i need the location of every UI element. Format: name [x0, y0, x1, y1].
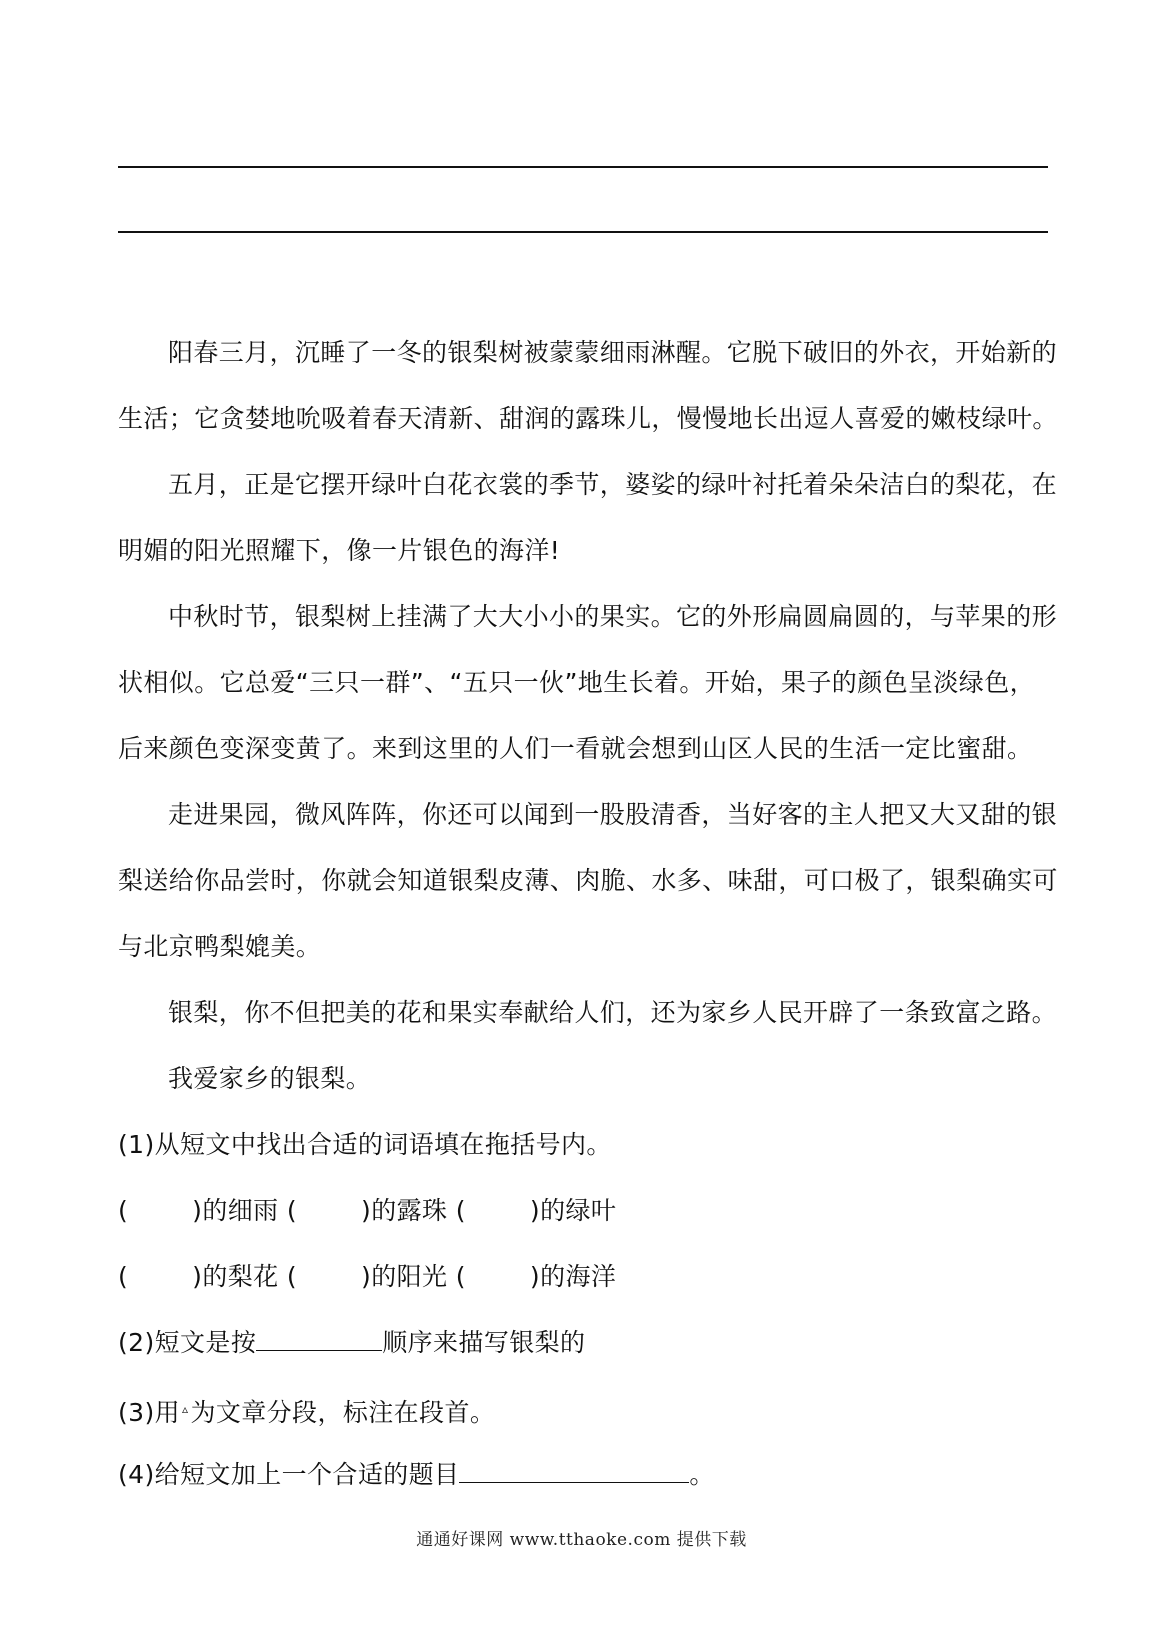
- fill-blank-paren[interactable]: ( ): [118, 1196, 203, 1225]
- worksheet-content: [118, 320, 1058, 1508]
- passage-line: 状相似。它总爱“三只一群”、“五只一伙”地生长着。开始，果子的颜色呈淡绿色，: [118, 668, 1036, 697]
- question-3: [118, 1376, 1048, 1442]
- blank-suffix: 的露珠: [371, 1196, 448, 1225]
- passage-line: 银梨，你不但把美的花和果实奉献给人们，还为家乡人民开辟了一条致富之路。: [168, 998, 1058, 1027]
- question-2-suffix: 顺序来描写银梨的: [382, 1328, 586, 1357]
- passage-line: 生活；它贪婪地吮吸着春天清新、甜润的露珠儿，慢慢地长出逗人喜爱的嫩枝绿叶。: [118, 404, 1058, 433]
- fill-blank-paren[interactable]: ( ): [455, 1262, 541, 1291]
- question-1-row-2: [118, 1244, 1048, 1310]
- passage-line: 后来颜色变深变黄了。来到这里的人们一看就会想到山区人民的生活一定比蜜甜。: [118, 734, 1033, 763]
- passage-line: 梨送给你品尝时，你就会知道银梨皮薄、肉脆、水多、味甜，可口极了，银梨确实可: [118, 866, 1058, 895]
- fill-blank-paren[interactable]: ( ): [286, 1196, 372, 1225]
- passage-line: 五月，正是它摆开绿叶白花衣裳的季节，婆娑的绿叶衬托着朵朵洁白的梨花，在: [168, 470, 1058, 499]
- question-1-row-1: [118, 1178, 1048, 1244]
- question-4: [118, 1442, 1048, 1508]
- passage-line: 走进果园，微风阵阵，你还可以闻到一股股清香，当好客的主人把又大又甜的银: [168, 800, 1058, 829]
- triangle-icon: ▵: [182, 1402, 189, 1416]
- blank-suffix: 的绿叶: [540, 1196, 617, 1225]
- fill-blank-paren[interactable]: ( ): [286, 1262, 372, 1291]
- blank-suffix: 的细雨: [202, 1196, 279, 1225]
- page-footer: 通通好课网 www.tthaoke.com 提供下载: [416, 1530, 747, 1550]
- fill-blank-paren[interactable]: ( ): [455, 1196, 541, 1225]
- question-2-prefix: (2)短文是按: [118, 1328, 257, 1357]
- blank-suffix: 的梨花: [202, 1262, 279, 1291]
- answer-blank[interactable]: [256, 1326, 382, 1351]
- answer-line-1: [118, 166, 1048, 168]
- answer-blank[interactable]: [459, 1458, 689, 1483]
- question-3-suffix: 为文章分段，标注在段首。: [190, 1398, 496, 1427]
- passage-line: 明媚的阳光照耀下，像一片银色的海洋!: [118, 536, 561, 565]
- question-4-suffix: 。: [689, 1460, 715, 1489]
- question-1-prompt: (1)从短文中找出合适的词语填在拖括号内。: [118, 1130, 612, 1159]
- fill-blank-paren[interactable]: ( ): [118, 1262, 203, 1291]
- question-2: [118, 1310, 1048, 1376]
- answer-line-2: [118, 231, 1048, 233]
- blank-suffix: 的海洋: [540, 1262, 617, 1291]
- passage-line: 与北京鸭梨媲美。: [118, 932, 322, 961]
- question-4-prefix: (4)给短文加上一个合适的题目: [118, 1460, 460, 1489]
- passage-line: 阳春三月，沉睡了一冬的银梨树被蒙蒙细雨淋醒。它脱下破旧的外衣，开始新的: [168, 338, 1058, 367]
- question-3-prefix: (3)用: [118, 1398, 181, 1427]
- passage-line: 中秋时节，银梨树上挂满了大大小小的果实。它的外形扁圆扁圆的，与苹果的形: [168, 602, 1058, 631]
- passage-line: 我爱家乡的银梨。: [168, 1064, 372, 1093]
- blank-suffix: 的阳光: [371, 1262, 448, 1291]
